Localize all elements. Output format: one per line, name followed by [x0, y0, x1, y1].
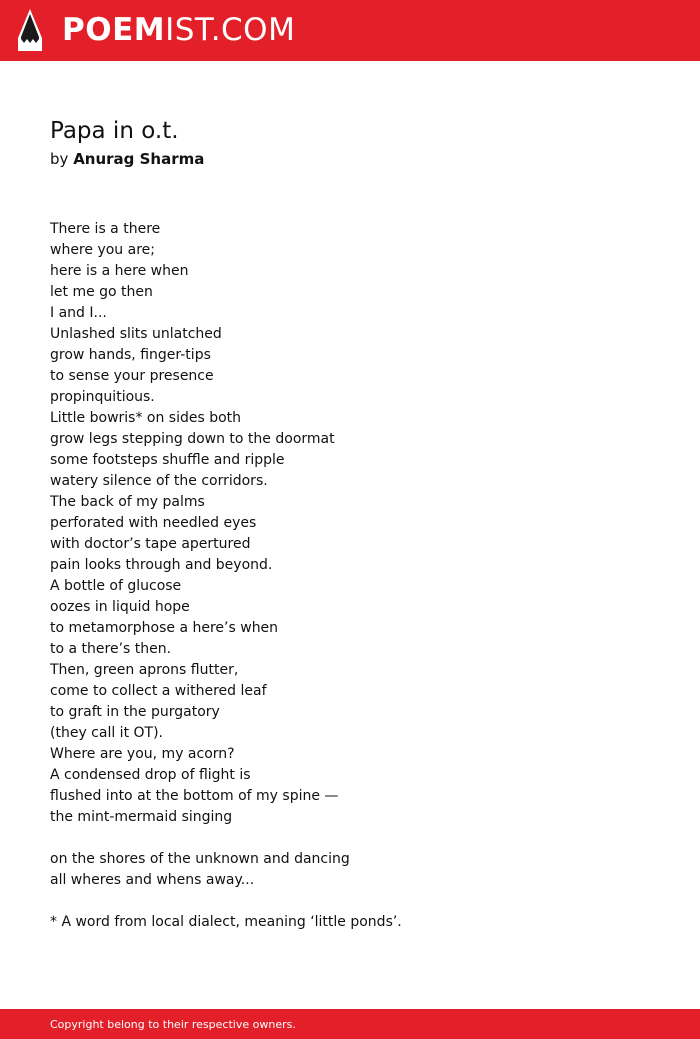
- poem-line: I and I...: [50, 305, 107, 321]
- site-footer: [0, 1009, 700, 1039]
- stanza-break: [50, 891, 670, 912]
- poem-line: There is a there: [50, 221, 161, 237]
- poem-line: oozes in liquid hope: [50, 599, 190, 615]
- logo-text-light: IST.COM: [165, 12, 296, 48]
- poem-line: with doctor’s tape apertured: [50, 536, 251, 552]
- poem-line: let me go then: [50, 284, 153, 300]
- poem-line: A bottle of glucose: [50, 578, 182, 594]
- poem-line: on the shores of the unknown and dancing: [50, 851, 350, 867]
- poem-line: all wheres and whens away...: [50, 872, 255, 888]
- poem-line: pain looks through and beyond.: [50, 557, 273, 573]
- site-header: [0, 0, 700, 61]
- poem-footnote: * A word from local dialect, meaning ‘little ponds’.: [50, 914, 402, 930]
- poem-line: propinquitious.: [50, 389, 155, 405]
- site-logo[interactable]: [62, 12, 295, 48]
- pencil-tip-icon[interactable]: [16, 8, 44, 52]
- poem-line: flushed into at the bottom of my spine —: [50, 788, 339, 804]
- poem-line: Unlashed slits unlatched: [50, 326, 222, 342]
- poem-line: Then, green aprons flutter,: [50, 662, 239, 678]
- poem-line: Where are you, my acorn?: [50, 746, 235, 762]
- poem-line: A condensed drop of flight is: [50, 767, 251, 783]
- by-label: by: [50, 150, 69, 168]
- poem-line: come to collect a withered leaf: [50, 683, 267, 699]
- stanza-break: [50, 828, 670, 849]
- poem-body: [50, 219, 670, 933]
- poem-line: to graft in the purgatory: [50, 704, 220, 720]
- poem-line: the mint-mermaid singing: [50, 809, 233, 825]
- poem-line: here is a here when: [50, 263, 189, 279]
- poem-line: to metamorphose a here’s when: [50, 620, 279, 636]
- poem-line: perforated with needled eyes: [50, 515, 257, 531]
- logo-text-bold: POEM: [62, 12, 166, 48]
- poem-author: Anurag Sharma: [73, 150, 205, 168]
- poem-line: where you are;: [50, 242, 155, 258]
- poem-line: grow hands, finger-tips: [50, 347, 211, 363]
- poem-line: to a there’s then.: [50, 641, 172, 657]
- poem-line: The back of my palms: [50, 494, 205, 510]
- poem-line: watery silence of the corridors.: [50, 473, 268, 489]
- poem-line: Little bowris* on sides both: [50, 410, 242, 426]
- poem-line: (they call it OT).: [50, 725, 163, 741]
- poem-line: grow legs stepping down to the doormat: [50, 431, 335, 447]
- poem-line: to sense your presence: [50, 368, 214, 384]
- poem-line: some footsteps shuffle and ripple: [50, 452, 285, 468]
- poem-byline: [50, 148, 204, 170]
- copyright-notice: Copyright belong to their respective owners.: [50, 1018, 296, 1031]
- poem-title: Papa in o.t.: [50, 118, 179, 144]
